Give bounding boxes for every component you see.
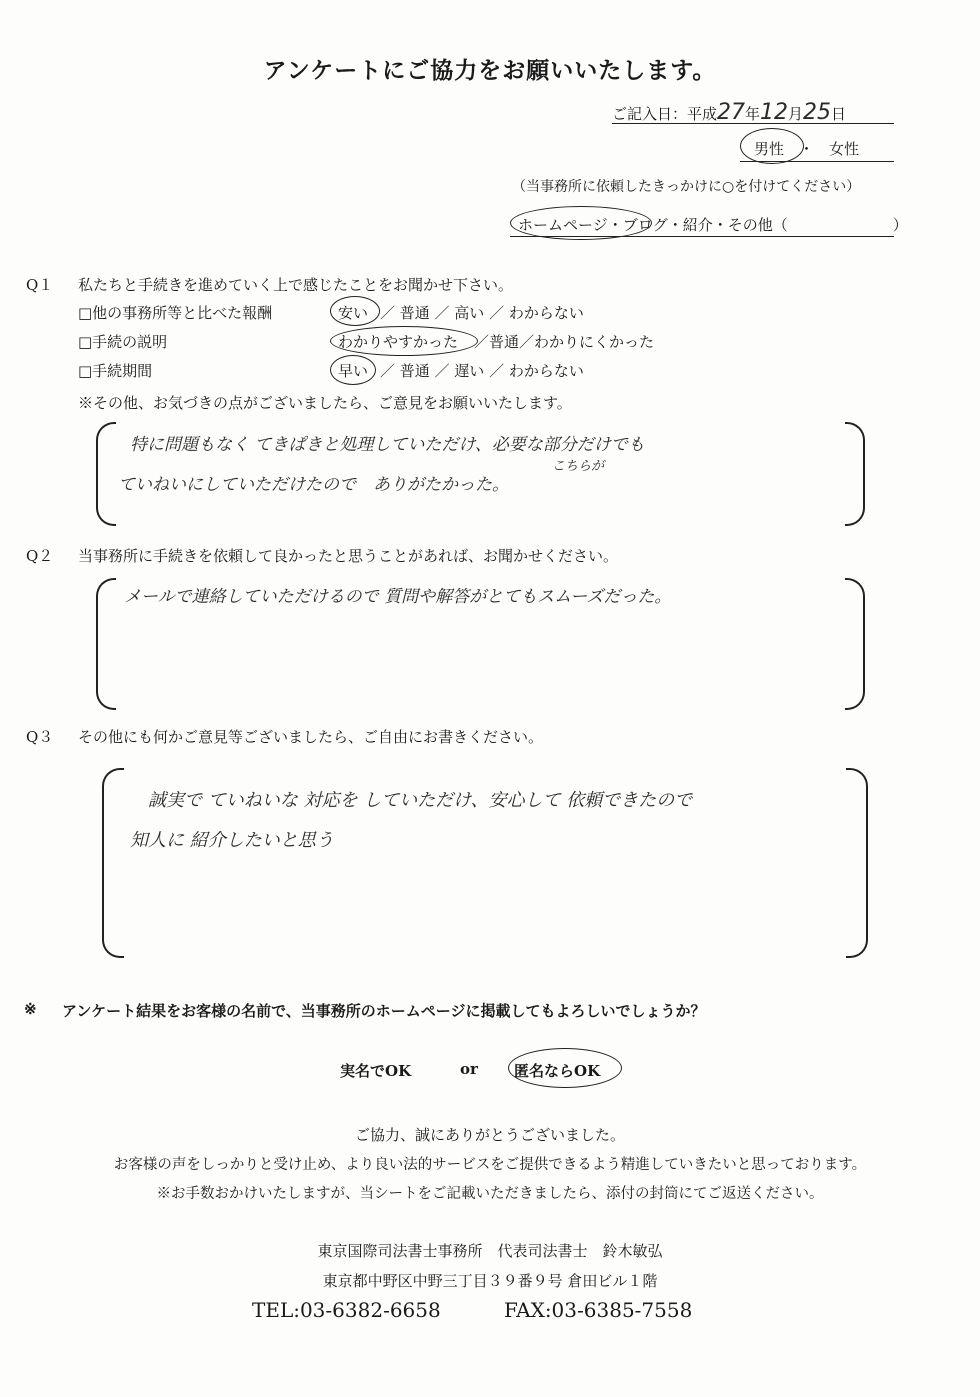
fee-selection-circle: [330, 296, 380, 326]
q3-answer-bracket-right: [846, 768, 868, 958]
office-tel: TEL:03-6382-6658: [252, 1298, 441, 1322]
q1-row-fee-rest: ／ 普通 ／ 高い ／ わからない: [380, 304, 584, 322]
date-day-unit: 日: [831, 105, 847, 123]
period-selection-circle: [330, 355, 376, 385]
q1-answer-line2: ていねいにしていただけたので ありがたかった。: [118, 475, 509, 495]
trigger-underline: [510, 236, 894, 237]
office-name: 東京国際司法書士事務所 代表司法書士 鈴木敏弘: [317, 1242, 663, 1260]
q3-answer-line1: 誠実で ていねいな 対応を していただけ、安心して 依頼できたので: [148, 790, 693, 811]
consent-mark: ※: [24, 1000, 37, 1018]
q1-answer-line1: 特に問題もなく てきぱきと処理していただけ、必要な部分だけでも: [130, 435, 645, 455]
q1-row-period-rest: ／ 普通 ／ 遅い ／ わからない: [380, 362, 584, 380]
consent-or: or: [460, 1060, 478, 1078]
entry-date: [612, 100, 846, 125]
q1-row-explanation-item: □手続の説明: [78, 333, 168, 351]
q1-row-period-opt1: 早い: [338, 362, 369, 380]
trigger-selection-circle: [510, 206, 652, 240]
q3-answer-bracket-left: [102, 768, 124, 958]
q1-row-explanation-opt1: わかりやすかった: [338, 333, 459, 351]
date-year-unit: 年: [745, 105, 761, 123]
q3-question: その他にも何かご意見等ございましたら、ご自由にお書きください。: [78, 728, 544, 746]
office-fax: FAX:03-6385-7558: [504, 1298, 693, 1322]
date-underline: [612, 123, 894, 124]
q1-answer-insert: こちらが: [552, 459, 605, 474]
gender-selection-circle: [740, 128, 804, 164]
consent-question: アンケート結果をお客様の名前で、当事務所のホームページに掲載してもよろしいでしょうか？: [62, 1002, 706, 1020]
q1-answer-bracket-left: [96, 422, 116, 526]
date-month-unit: 月: [788, 105, 804, 123]
q1-note: ※その他、お気づきの点がございましたら、ご意見をお願いいたします。: [78, 394, 572, 412]
q1-row-fee-item: □他の事務所等と比べた報酬: [78, 304, 273, 322]
q1-row-fee-opt1: 安い: [338, 304, 369, 322]
footer-thanks: ご協力、誠にありがとうございました。: [354, 1126, 625, 1144]
trigger-options: ホームページ・ブログ・紹介・その他（ ）: [518, 216, 908, 234]
office-address: 東京都中野区中野三丁目３９番９号 倉田ビル１階: [322, 1272, 658, 1290]
q1-row-period-item: □手続期間: [78, 362, 153, 380]
q2-question: 当事務所に手続きを依頼して良かったと思うことがあれば、お聞かせください。: [78, 547, 619, 565]
footer-message: お客様の声をしっかりと受け止め、より良い法的サービスをご提供できるよう精進していきたいと思っております。: [113, 1157, 867, 1173]
q2-answer-bracket-left: [96, 578, 116, 710]
date-day: 25: [803, 100, 832, 125]
date-label: ご記入日：平成: [612, 105, 718, 123]
date-month: 12: [760, 100, 789, 125]
explanation-selection-circle: [330, 326, 478, 356]
gender-underline: [740, 161, 894, 162]
q1-label: Q１: [26, 276, 54, 294]
trigger-note: （当事務所に依頼したきっかけに○を付けてください）: [512, 179, 861, 195]
q1-row-explanation-rest: ／普通／わかりにくかった: [474, 333, 655, 351]
gender-options: 男性 ・ 女性: [754, 140, 860, 158]
q2-answer-bracket-right: [845, 578, 865, 710]
consent-selection-circle: [508, 1048, 622, 1088]
footer-return-note: ※お手数おかけいたしますが、当シートをご記載いただきましたら、添付の封筒にてご返送ください。: [156, 1186, 824, 1202]
consent-option-real: 実名でOK: [340, 1062, 412, 1080]
q2-answer-line1: メールで連絡していただけるので 質問や解答がとてもスムーズだった。: [124, 587, 672, 607]
q1-question: 私たちと手続きを進めていく上で感じたことをお聞かせ下さい。: [78, 276, 514, 294]
q1-answer-bracket-right: [845, 422, 865, 526]
date-year: 27: [717, 100, 746, 125]
consent-option-anon: 匿名ならOK: [514, 1062, 601, 1080]
survey-title: アンケートにご協力をお願いいたします。: [263, 57, 717, 84]
q3-answer-line2: 知人に 紹介したいと思う: [130, 830, 334, 851]
q2-label: Q２: [26, 547, 54, 565]
q3-label: Q３: [26, 728, 54, 746]
